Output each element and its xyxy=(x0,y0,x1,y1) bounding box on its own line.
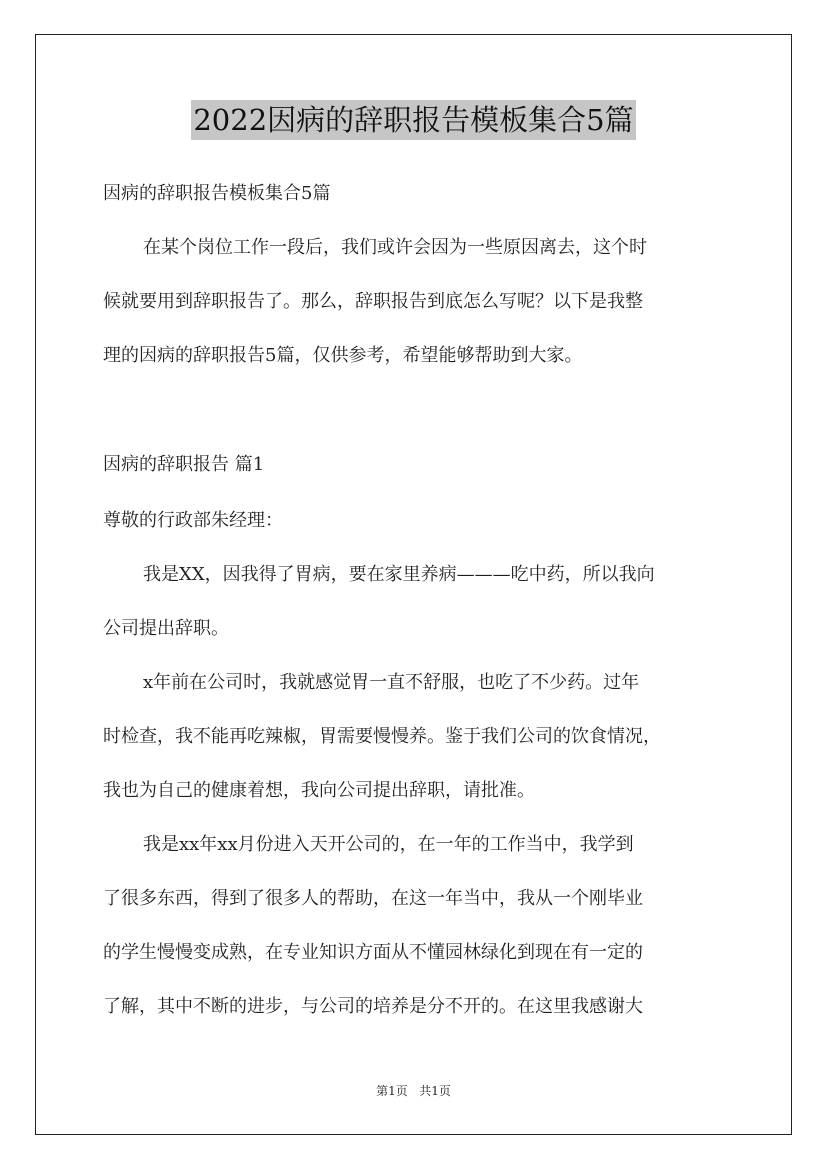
section-heading: 因病的辞职报告 篇1 xyxy=(103,454,265,475)
body-line: 在某个岗位工作一段后，我们或许会因为一些原因离去，这个时 xyxy=(143,237,647,258)
body-line: 理的因病的辞职报告5篇，仅供参考，希望能够帮助到大家。 xyxy=(103,345,583,366)
body-line: 时检查，我不能再吃辣椒，胃需要慢慢养。鉴于我们公司的饮食情况， xyxy=(103,726,661,747)
body-line: 候就要用到辞职报告了。那么，辞职报告到底怎么写呢？以下是我整 xyxy=(103,291,643,312)
body-line: 我也为自己的健康着想，我向公司提出辞职，请批准。 xyxy=(103,780,535,801)
body-line: x年前在公司时，我就感觉胃一直不舒服，也吃了不少药。过年 xyxy=(143,672,640,693)
body-line: 了解，其中不断的进步，与公司的培养是分不开的。在这里我感谢大 xyxy=(103,996,643,1017)
body-line: 我是xx年xx月份进入天开公司的，在一年的工作当中，我学到 xyxy=(143,834,634,855)
title-container xyxy=(0,100,827,140)
salutation-line: 尊敬的行政部朱经理： xyxy=(103,510,283,531)
document-title: 2022因病的辞职报告模板集合5篇 xyxy=(191,100,635,140)
body-line: 了很多东西，得到了很多人的帮助，在这一年当中，我从一个刚毕业 xyxy=(103,888,643,909)
body-line: 我是XX，因我得了胃病，要在家里养病———吃中药，所以我向 xyxy=(143,564,655,585)
subtitle-line: 因病的辞职报告模板集合5篇 xyxy=(103,183,331,204)
page-number: 第1页 xyxy=(376,1084,408,1098)
page-footer xyxy=(0,1083,827,1099)
body-line: 的学生慢慢变成熟，在专业知识方面从不懂园林绿化到现在有一定的 xyxy=(103,942,643,963)
page-total: 共1页 xyxy=(419,1084,451,1098)
body-line: 公司提出辞职。 xyxy=(103,618,229,639)
